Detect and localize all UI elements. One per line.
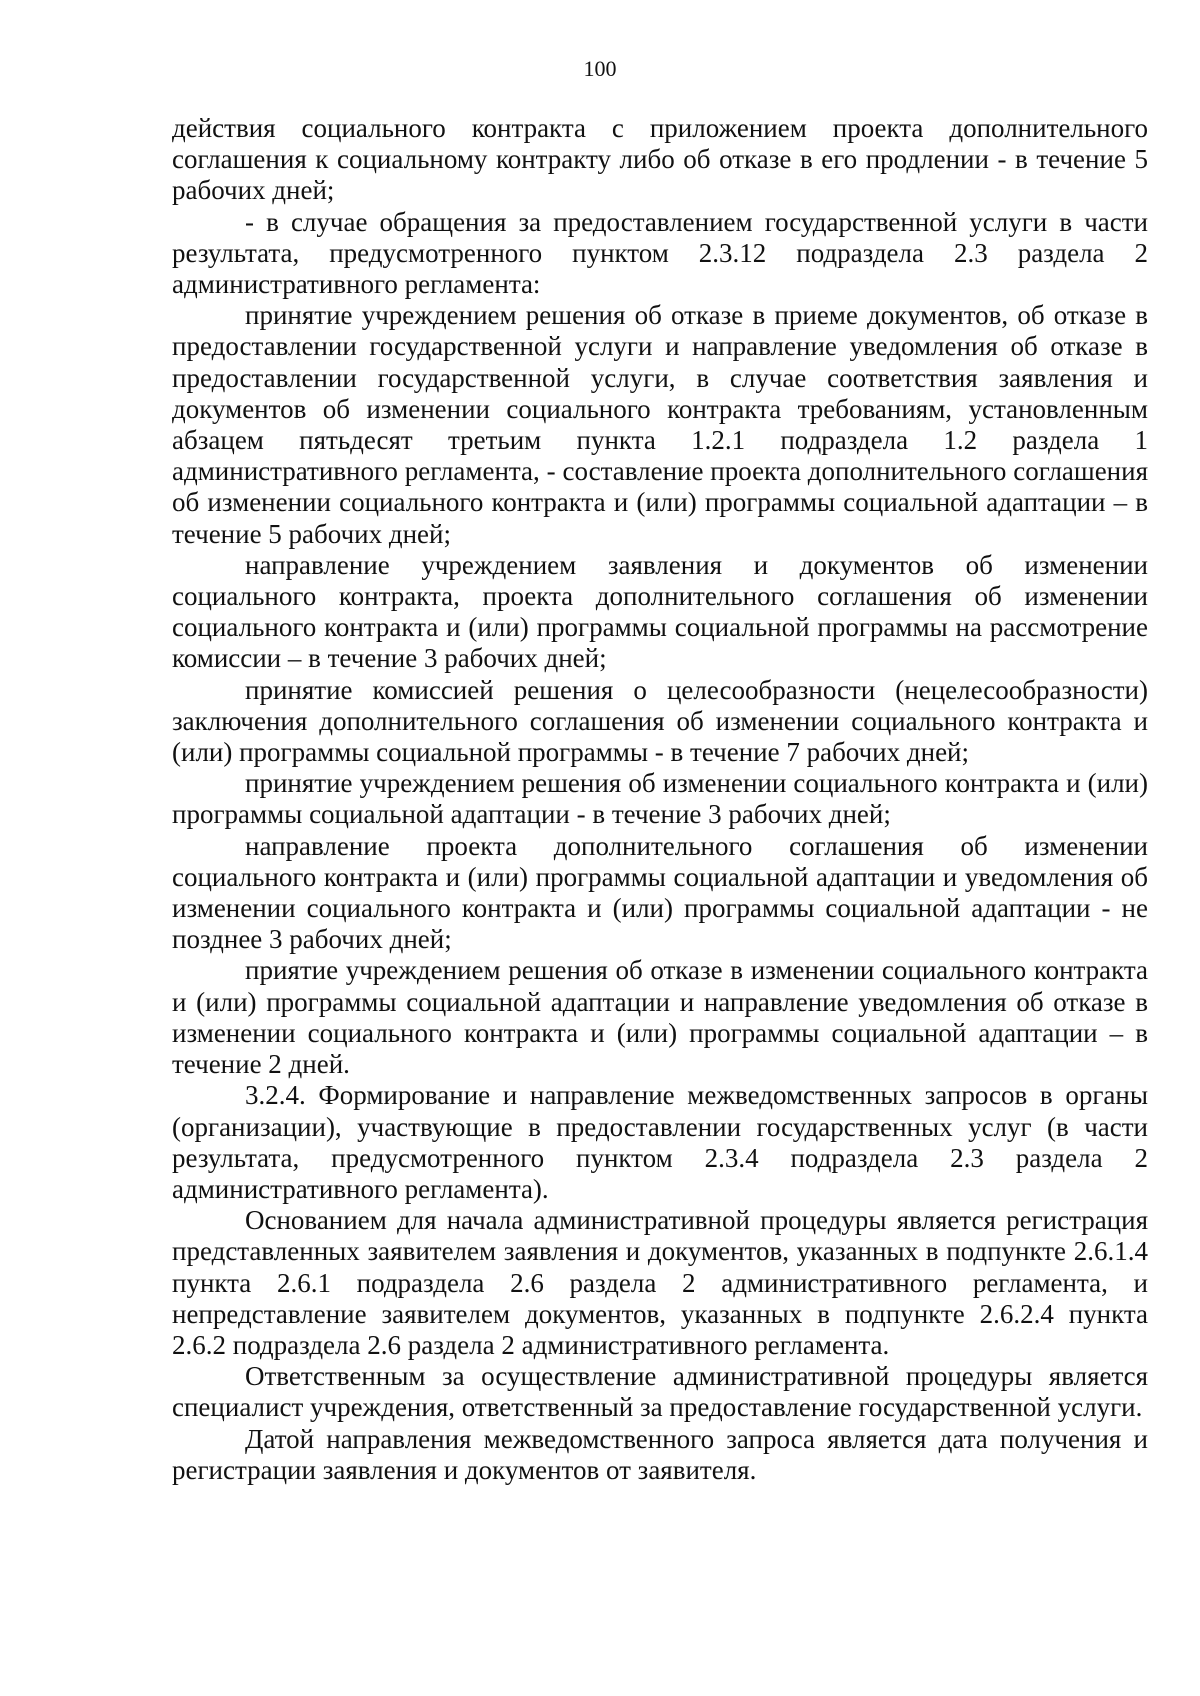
paragraph-4: направление учреждением заявления и документов об изменении социального контракта, проекта дополнительного соглашения об изменении социального контракта и (или) программы социальной программы на рассмотрение комиссии – в течение 3 рабочих дней; xyxy=(172,549,1148,674)
paragraph-9: 3.2.4. Формирование и направление межведомственных запросов в органы (организации), участвующие в предоставлении государственных услуг (в части результата, предусмотренного пунктом 2.3.4 подраздела 2.3 раздела 2 административного регламента). xyxy=(172,1080,1148,1204)
paragraph-10: Основанием для начала административной процедуры является регистрация представленных заявителем заявления и документов, указанных в подпункте 2.6.1.4 пункта 2.6.1 подраздела 2.6 раздела 2 административного регламента, и непредставление заявителем документов, указанных в подпункте 2.6.2.4 пункта 2.6.2 подраздела 2.6 раздела 2 административного регламента. xyxy=(172,1205,1148,1360)
page-number: 100 xyxy=(583,56,617,81)
paragraph-2: - в случае обращения за предоставлением государственной услуги в части результата, предусмотренного пунктом 2.3.12 подраздела 2.3 раздела 2 административного регламента: xyxy=(172,206,1148,300)
paragraph-1: действия социального контракта с приложением проекта дополнительного соглашения к социальному контракту либо об отказе в его продлении - в течение 5 рабочих дней; xyxy=(172,113,1148,206)
document-body xyxy=(172,113,1148,1486)
paragraph-7: направление проекта дополнительного соглашения об изменении социального контракта и (или) программы социальной адаптации и уведомления об изменении социального контракта и (или) программы социальной адаптации - не позднее 3 рабочих дней; xyxy=(172,830,1148,955)
paragraph-11: Ответственным за осуществление административной процедуры является специалист учреждения, ответственный за предоставление государственной услуги. xyxy=(172,1361,1148,1423)
paragraph-5: принятие комиссией решения о целесообразности (нецелесообразности) заключения дополнительного соглашения об изменении социального контракта и (или) программы социальной программы - в течение 7 рабочих дней; xyxy=(172,674,1148,768)
paragraph-8: приятие учреждением решения об отказе в изменении социального контракта и (или) программы социальной адаптации и направление уведомления об отказе в изменении социального контракта и (или) программы социальной адаптации – в течение 2 дней. xyxy=(172,955,1148,1080)
paragraph-6: принятие учреждением решения об изменении социального контракта и (или) программы социальной адаптации - в течение 3 рабочих дней; xyxy=(172,768,1148,830)
paragraph-12: Датой направления межведомственного запроса является дата получения и регистрации заявления и документов от заявителя. xyxy=(172,1423,1148,1485)
paragraph-3: принятие учреждением решения об отказе в приеме документов, об отказе в предоставлении государственной услуги и направление уведомления об отказе в предоставлении государственной услуги, в случае соответствия заявления и документов об изменении социального контракта требованиям, установленным абзацем пятьдесят третьим пункта 1.2.1 подраздела 1.2 раздела 1 административного регламента, - составление проекта дополнительного соглашения об изменении социального контракта и (или) программы социальной адаптации – в течение 5 рабочих дней; xyxy=(172,300,1148,549)
